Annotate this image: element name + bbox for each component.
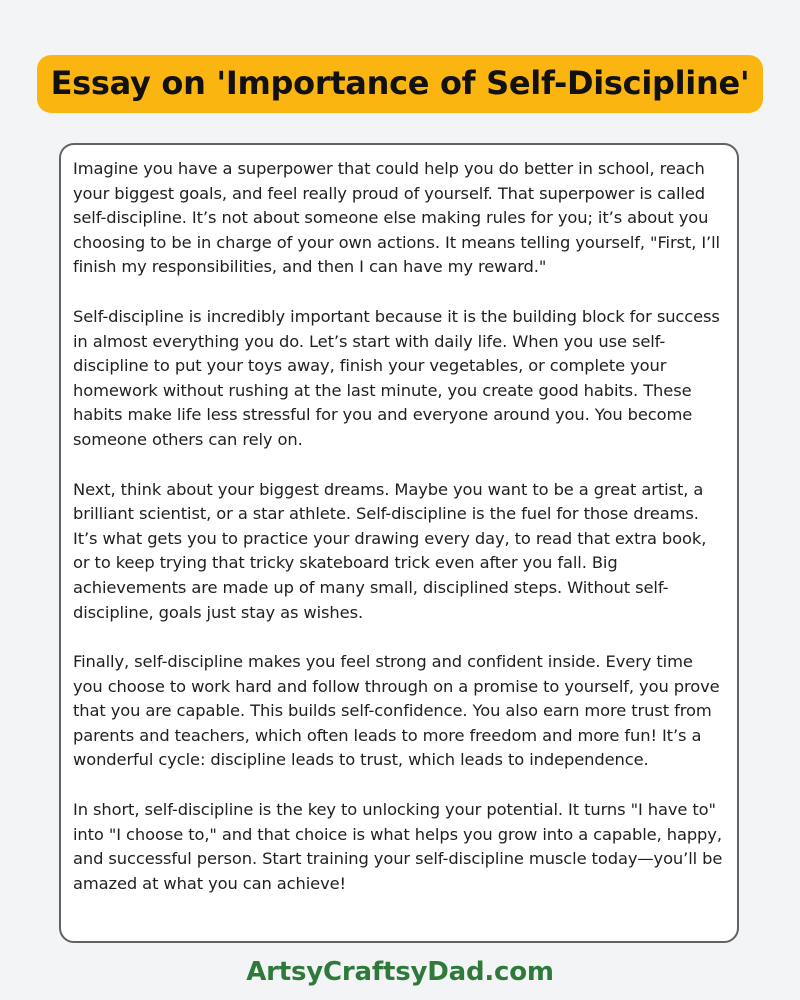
- essay-paragraph-3: Next, think about your biggest dreams. Maybe you want to be a great artist, a brilliant scientist, or a star athlete. Self-discipline is the fuel for those dreams. It’s what gets you to practice your drawing every day, to read that extra book, or to keep trying that tricky skateboard trick even after you fall. Big achievements are made up of many small, disciplined steps. Without self-discipline, goals just stay as wishes.: [73, 479, 707, 622]
- essay-paragraph-4: Finally, self-discipline makes you feel strong and confident inside. Every time you choose to work hard and follow through on a promise to yourself, you prove that you are capable. This builds self-confidence. You also earn more trust from parents and teachers, which often leads to more freedom and more fun! It’s a wonderful cycle: discipline leads to trust, which leads to independence.: [73, 652, 720, 770]
- footer: [0, 952, 800, 992]
- essay-box: [59, 143, 739, 943]
- essay-paragraph-2: Self-discipline is incredibly important because it is the building block for success in almost everything you do. Let’s start with daily life. When you use self-discipline to put your toys away, finish your vegetables, or complete your homework without rushing at the last minute, you create good habits. These habits make life less stressful for you and everyone around you. You become someone others can rely on.: [73, 306, 720, 449]
- page-title: Essay on 'Importance of Self-Discipline': [37, 55, 764, 113]
- site-name: ArtsyCraftsyDad.com: [246, 957, 554, 987]
- essay-paragraph-1: Imagine you have a superpower that could help you do better in school, reach your biggest goals, and feel really proud of yourself. That superpower is called self-discipline. It’s not about someone else making rules for you; it’s about you choosing to be in charge of your own actions. It means telling yourself, "First, I’ll finish my responsibilities, and then I can have my reward.": [73, 159, 720, 277]
- essay-paragraph-5: In short, self-discipline is the key to unlocking your potential. It turns "I have to" into "I choose to," and that choice is what helps you grow into a capable, happy, and successful person. Start training your self-discipline muscle today—you’ll be amazed at what you can achieve!: [73, 800, 723, 893]
- title-container: [0, 55, 800, 113]
